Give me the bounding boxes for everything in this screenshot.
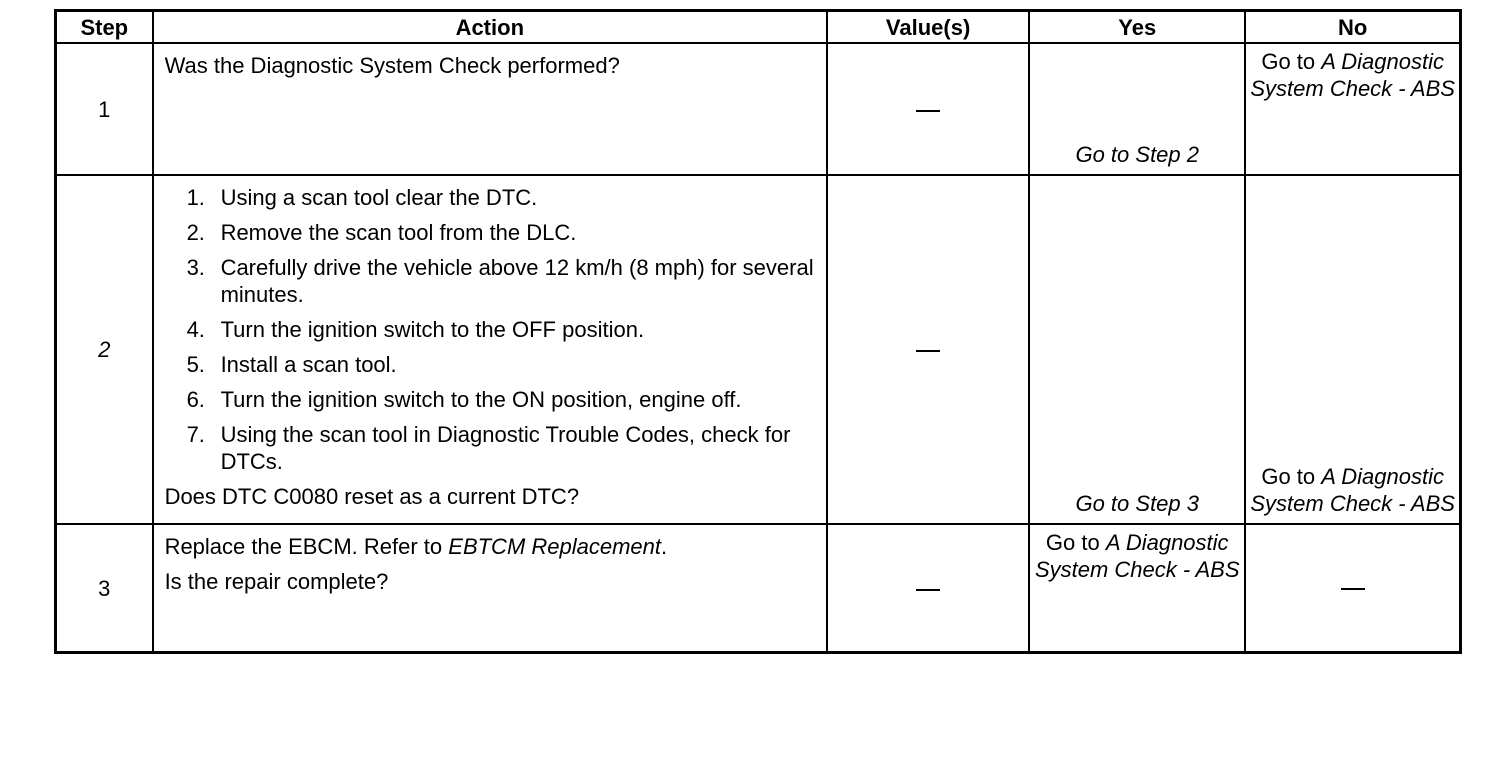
no-diagnostic-check-link[interactable]: A Diagnostic System Check - ABS [1250,464,1455,516]
value-cell [827,175,1029,524]
yes-cell [1029,175,1245,524]
diagnostic-table [54,9,1462,654]
list-item: 5. Install a scan tool. [186,352,397,377]
no-dash [1341,588,1365,590]
yes-diagnostic-check-link[interactable]: A Diagnostic System Check - ABS [1034,530,1240,582]
step-number: 2 [56,175,153,524]
action-cell [153,43,827,175]
list-item: 6. Turn the ignition switch to the ON position, engine off. [186,387,742,412]
list-item: 1. Using a scan tool clear the DTC. [186,185,538,210]
header-step: Step [56,11,153,44]
header-action: Action [153,11,827,44]
action-instruction: Replace the EBCM. Refer to EBTCM Replacement. [164,534,668,559]
step-number: 1 [56,43,153,175]
no-cell [1245,43,1460,175]
table-row-step-3 [56,524,1461,653]
no-go-to-prefix: Go to [1261,49,1316,74]
no-diagnostic-check-link[interactable]: A Diagnostic System Check - ABS [1250,49,1455,101]
value-dash [916,589,940,591]
step-number: 3 [56,524,153,653]
action-question: Does DTC C0080 reset as a current DTC? [164,484,580,509]
value-dash [916,110,940,112]
yes-go-to-prefix: Go to [1045,530,1100,555]
table-row-step-2 [56,175,1461,524]
action-question: Is the repair complete? [164,569,389,594]
value-cell [827,43,1029,175]
action-cell [153,175,827,524]
header-no: No [1245,11,1460,44]
value-dash [916,350,940,352]
yes-cell [1029,524,1245,653]
list-item: 3. Carefully drive the vehicle above 12 km/h (8 mph) for several minutes. [186,255,814,307]
header-yes: Yes [1029,11,1245,44]
no-cell [1245,524,1460,653]
list-item: 2. Remove the scan tool from the DLC. [186,220,577,245]
list-item: 7. Using the scan tool in Diagnostic Trouble Codes, check for DTCs. [186,422,791,474]
yes-go-to-step-link[interactable]: Go to Step 3 [1075,491,1199,516]
header-row [56,11,1461,44]
action-steps-list [165,184,818,475]
yes-cell [1029,43,1245,175]
value-cell [827,524,1029,653]
action-question: Was the Diagnostic System Check performed? [164,53,620,78]
no-cell [1245,175,1460,524]
action-cell [153,524,827,653]
ebtcm-replacement-link[interactable]: EBTCM Replacement [448,534,662,559]
table-row-step-1 [56,43,1461,175]
yes-go-to-step-link[interactable]: Go to Step 2 [1075,142,1199,167]
no-go-to-prefix: Go to [1261,464,1316,489]
list-item: 4. Turn the ignition switch to the OFF position. [186,317,645,342]
header-values: Value(s) [827,11,1029,44]
